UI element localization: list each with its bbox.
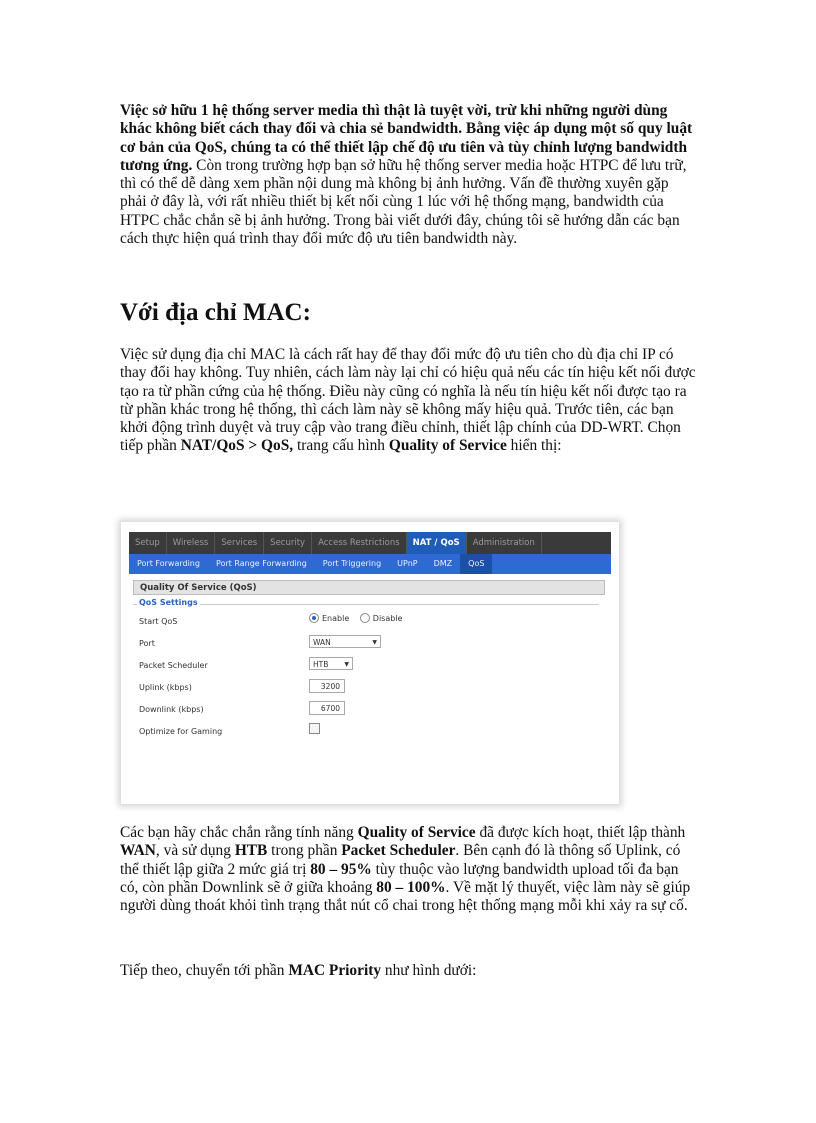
sub-tab-upnp[interactable]: UPnP: [397, 559, 418, 568]
para2-text3: hiển thị:: [506, 437, 562, 455]
mac-paragraph: [120, 346, 698, 456]
chevron-down-icon: ▼: [372, 639, 377, 646]
uplink-input[interactable]: 3200: [309, 679, 345, 693]
disable-radio[interactable]: [360, 613, 370, 623]
section-heading: Với địa chỉ MAC:: [120, 299, 311, 326]
top-tab-security[interactable]: Security: [264, 532, 312, 554]
para3-t6: tùy thuộc vào lượng bandwidth upload tối đa bạn có, còn phần Downlink sẽ ở giữa khoảng: [120, 860, 679, 896]
para3-t1: Các bạn hãy chắc chắn rằng tính năng: [120, 824, 358, 841]
downlink-input[interactable]: 6700: [309, 701, 345, 715]
para2-bold2: Quality of Service: [388, 437, 507, 455]
start-qos-control: [309, 613, 410, 623]
start-qos-label: Start QoS: [139, 617, 178, 626]
port-select[interactable]: [309, 635, 381, 648]
intro-paragraph: [120, 102, 695, 248]
para3-b3: HTB: [234, 842, 268, 860]
downlink-control: [309, 701, 345, 715]
top-tab-services[interactable]: Services: [215, 532, 264, 554]
top-tab-access-restrictions[interactable]: Access Restrictions: [312, 532, 407, 554]
enable-radio[interactable]: [309, 613, 319, 623]
packet-scheduler-control: [309, 657, 353, 670]
qos-explain-paragraph: [120, 824, 698, 915]
chevron-down-icon: ▼: [344, 661, 349, 668]
para3-t2: đã được kích hoạt, thiết lập thành: [475, 824, 686, 841]
uplink-control: [309, 679, 345, 693]
sub-tab-port-forwarding[interactable]: Port Forwarding: [137, 559, 200, 568]
row-optimize-gaming: [139, 723, 599, 741]
para4-t2: như hình dưới:: [381, 962, 477, 979]
para3-t4: trong phần: [267, 842, 342, 860]
port-label: Port: [139, 639, 155, 648]
para3-t5: . Bên cạnh đó là thông số Uplink, có thể thiết lập giữa 2 mức giá trị: [120, 842, 681, 878]
sub-tab-qos[interactable]: QoS: [460, 554, 492, 574]
router-top-nav: [129, 532, 611, 554]
optimize-gaming-control: [309, 723, 320, 736]
para3-t7: . Về mặt lý thuyết, việc làm này sẽ giúp người dùng thoát khỏi tình trạng thắt nút cổ chai trong hệt thống mạng mỗi khi xảy ra sự cố.: [120, 878, 691, 915]
row-port: [139, 635, 599, 653]
packet-scheduler-label: Packet Scheduler: [139, 661, 208, 670]
para3-b5: 80 – 95%: [310, 860, 372, 878]
top-tab-wireless[interactable]: Wireless: [167, 532, 216, 554]
router-qos-screenshot: [121, 522, 619, 804]
row-packet-scheduler: [139, 657, 599, 675]
para2-text2: trang cấu hình: [293, 437, 389, 455]
sub-tab-dmz[interactable]: DMZ: [433, 559, 453, 568]
optimize-gaming-label: Optimize for Gaming: [139, 727, 223, 736]
qos-settings-legend: QoS Settings: [139, 598, 198, 607]
para2-bold1: NAT/QoS > QoS,: [180, 437, 294, 455]
para3-t3: , và sử dụng: [155, 842, 235, 860]
port-select-value: WAN: [313, 638, 331, 647]
qos-settings-fieldset: [133, 598, 599, 805]
intro-text: Còn trong trường hợp bạn sở hữu hệ thống server media hoặc HTPC để lưu trữ, thì có thể dễ dàng xem phần nội dung mà không bị ảnh hưởng. Vấn đề thường xuyên gặp phải ở đây là, với rất nhiều thiết bị kết nối cùng 1 lúc với hệ thống mạng, bandwidth của HTPC chắc chắn sẽ bị ảnh hưởng. Trong bài viết dưới đây, chúng tôi sẽ hướng dẫn các bạn cách thực hiện quá trình thay đổi mức độ ưu tiên bandwidth này.: [120, 156, 687, 248]
port-control: [309, 635, 381, 648]
row-uplink: [139, 679, 599, 697]
router-sub-nav: [129, 554, 611, 574]
optimize-gaming-checkbox[interactable]: [309, 723, 320, 734]
sub-tab-port-triggering[interactable]: Port Triggering: [322, 559, 382, 568]
para4-t1: Tiếp theo, chuyển tới phần: [120, 962, 289, 979]
top-tab-nat-qos[interactable]: NAT / QoS: [407, 532, 467, 554]
router-content: [129, 574, 611, 800]
sub-tab-port-range-forwarding[interactable]: Port Range Forwarding: [215, 559, 307, 568]
para3-b6: 80 – 100%: [376, 878, 446, 896]
next-step-paragraph: [120, 962, 698, 980]
downlink-label: Downlink (kbps): [139, 705, 204, 714]
para3-b1: Quality of Service: [357, 824, 476, 841]
row-start-qos: [139, 613, 599, 631]
para4-b1: MAC Priority: [288, 962, 382, 979]
top-tab-administration[interactable]: Administration: [467, 532, 542, 554]
scheduler-select-value: HTB: [313, 660, 329, 669]
qos-section-title: Quality Of Service (QoS): [133, 580, 605, 595]
intro-bold: Việc sở hữu 1 hệ thống server media thì thật là tuyệt vời, trừ khi những người dùng khác không biết cách thay đổi và chia sẻ bandwidth. Bằng việc áp dụng một số quy luật cơ bản của QoS, chúng ta có thể thiết lập chế độ ưu tiên và tùy chỉnh lượng bandwidth tương ứng.: [120, 102, 693, 174]
packet-scheduler-select[interactable]: [309, 657, 353, 670]
para3-b2: WAN: [120, 842, 156, 860]
para3-b4: Packet Scheduler: [341, 842, 456, 860]
row-downlink: [139, 701, 599, 719]
uplink-label: Uplink (kbps): [139, 683, 192, 692]
disable-label: Disable: [372, 613, 403, 623]
enable-label: Enable: [322, 613, 350, 623]
top-tab-setup[interactable]: Setup: [129, 532, 167, 554]
para2-text1: Việc sử dụng địa chỉ MAC là cách rất hay để thay đổi mức độ ưu tiên cho dù địa chỉ IP có thay đổi hay không. Tuy nhiên, cách làm này lại chỉ có hiệu quả nếu các tín hiệu kết nối được tạo ra từ phần cứng của hệ thống. Điều này cũng có nghĩa là nếu tín hiệu kết nối được tạo ra từ phần khác trong hệ thống, thì cách làm này sẽ không mấy hiệu quả. Trước tiên, các bạn khởi động trình duyệt và truy cập vào trang điều chỉnh, thiết lập chính của DD-WRT. Chọn tiếp phần: [120, 346, 696, 455]
